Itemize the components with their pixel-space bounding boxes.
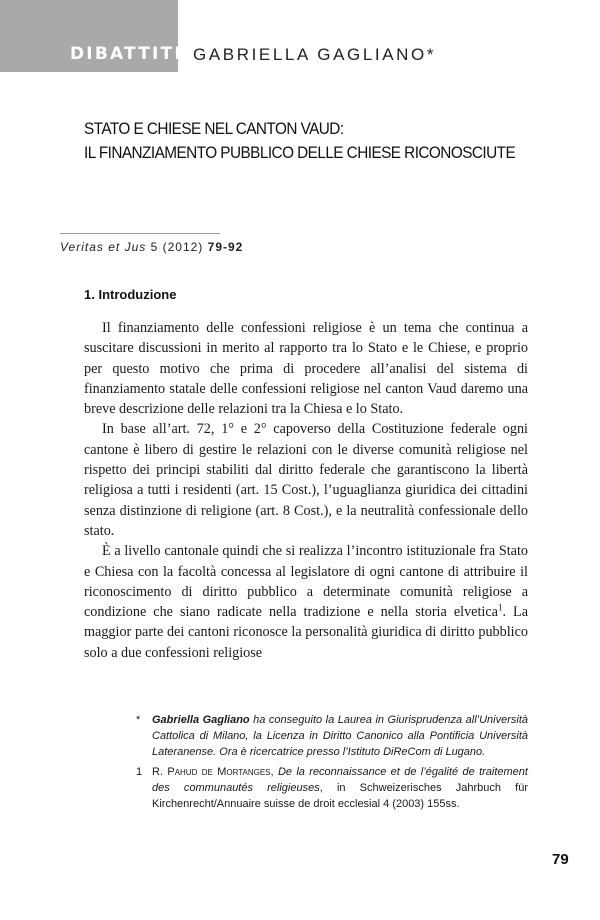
footnote-1-sep: , (270, 766, 278, 778)
footnote-author-name: Gabriella Gagliano (152, 714, 250, 726)
divider-rule (60, 233, 220, 234)
footnote-mark-star: * (136, 714, 141, 726)
paragraph-2: In base all’art. 72, 1° e 2° capoverso della Costituzione federale ogni cantone è libero di gestire le relazioni con le diverse comunità religiose nel rispetto dei principi stabiliti dal diritto federale che garantiscono la libertà religiosa a tutti i residenti (art. 15 Cost.), l’uguaglianza giuridica dei cittadini senza distinzione di religione (art. 8 Cost.), e la neutralità confessionale dello stato. (84, 421, 528, 539)
footnote-author (136, 712, 528, 760)
section-label: DIBATTITI (70, 44, 183, 64)
journal-pages: 79-92 (207, 240, 244, 254)
article-title (84, 117, 549, 165)
footnote-1-rest: , in Schweizerisches Jahrbuch für Kirchenrecht/Annuaire suisse de droit ecclesial 4 (2003) 155ss. (152, 782, 528, 810)
footnote-1-author: Pahud de Mortanges (167, 766, 271, 778)
footnote-author-text: ha conseguito la Laurea in Giurisprudenza all’Università Cattolica di Milano, la Licenza in Diritto Canonico alla Pontificia Università Lateranense. Ora è ricercatrice presso l’Istituto DiReCom di Lugano. (152, 714, 528, 758)
footnote-ref-1[interactable]: 1 (497, 602, 503, 613)
page-number: 79 (552, 851, 569, 868)
footnote-mark-1: 1 (136, 766, 143, 778)
paragraph-1: Il finanziamento delle confessioni religiose è un tema che continua a suscitare discussioni in merito al rapporto tra lo Stato e le Chiese, e proprio per questo motivo che prima di procedere all’analisi del sistema di finanziamento statale delle confessioni religiose nel canton Vaud daremo una breve descrizione delle relazioni tra la Chiesa e lo Stato. (84, 320, 528, 418)
title-line-2: IL FINANZIAMENTO PUBBLICO DELLE CHIESE RICONOSCIUTE (84, 144, 516, 162)
paragraph-3-text-b: . La maggior parte dei cantoni riconosce la personalità giuridica di diritto pubblico solo a due confessioni religiose (84, 604, 529, 661)
journal-name: Veritas et Jus (60, 240, 147, 254)
body-text (84, 318, 528, 663)
paragraph-3-text-a: È a livello cantonale quindi che si realizza l’incontro istituzionale fra Stato e Chiesa con la facoltà concessa al legislatore di ogni cantone di attribuire il riconoscimento di diritto pubblico a determinate comunità religiose a condizione che siano radicate nella tradizione e nella storia elvetica (84, 543, 528, 621)
footnote-1 (136, 764, 528, 812)
footnote-1-initial: R. (152, 766, 168, 778)
section-tab (0, 0, 183, 72)
title-line-1: STATO E CHIESE NEL CANTON VAUD: (84, 120, 344, 138)
section-heading: 1. Introduzione (84, 287, 177, 302)
journal-citation (60, 240, 243, 254)
journal-volume: 5 (2012) (150, 240, 204, 254)
author-name: GABRIELLA GAGLIANO* (193, 45, 437, 64)
footnotes (136, 712, 528, 816)
paragraph-3 (84, 541, 528, 663)
footnote-1-work: De la reconnaissance et de l’égalité de traitement des communautés religieuses (152, 766, 528, 794)
